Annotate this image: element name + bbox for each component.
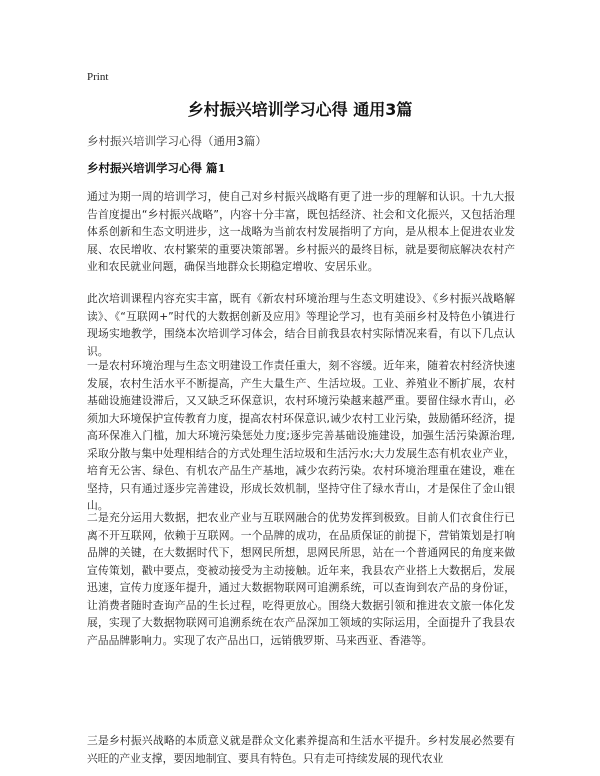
document-title: 乡村振兴培训学习心得 通用3篇 (187, 100, 413, 119)
paragraph-point-one: 一是农村环境治理与生态文明建设工作责任重大，刻不容缓。近年来，随着农村经济快速发展，农村生活水平不断提高，产生大量生产、生活垃圾。工业、养殖业不断扩展，农村基础设施建设滞后，又又缺乏环保意识，农村环境污染越来越严重。要留住绿水青山，必须加大环境保护宣传教育力度，提高农村环保意识,诫少农村工业污染，鼓励循环经济，提高环保准入门槛，加大环境污染惩处力度;逐步完善基础设施建设，加强生活污染源治理,采取分散与集中处理相结合的方式处理生活垃圾和生活污水;大力发展生态有机农业产业，培育无公害、绿色、有机农产品生产基地，减少农药污染。农村环境治理重在建设，难在坚持，只有通过逐步完善建设，形成长效机制，坚持守住了绿水青山，才是保住了金山银山。 (87, 359, 515, 512)
document-subtitle: 乡村振兴培训学习心得（通用3篇） (87, 134, 267, 148)
paragraph-point-two: 二是充分运用大数据，把农业产业与互联网融合的优势发挥到极致。目前人们衣食住行已离不开互联网，依赖于互联网。一个品牌的成功，在品质保证的前提下，营销策划是打响品牌的关键，在大数据时代下，想网民所想，思网民所思，站在一个普通网民的角度来做宣传策划，戳中要点，变被动接受为主动接触。近年来，我县农产业搭上大数据后，发展迅速，宣传力度逐年提升，通过大数据物联网可追溯系统，可以查询到农产品的身份证，让消费者随时查询产品的生长过程，吃得更放心。围绕大数据引领和推进农文旅一体化发展，实现了大数据物联网可追溯系统在农产品深加工领域的实际运用，全面提升了我县农产品品牌影响力。实现了农产品出口，远销俄罗斯、马来西亚、香港等。 (87, 511, 515, 647)
paragraph-point-three: 三是乡村振兴战略的本质意义就是群众文化素养提高和生活水平提升。乡村发展必然要有兴旺的产业支撑，要因地制宜、要具有特色。只有走可持续发展的现代农业 (87, 734, 515, 765)
paragraph-course-content: 此次培训课程内容充实丰富，既有《新农村环境治理与生态文明建设》、《乡村振兴战略解读》、《“互联网+”时代的大数据创新及应用》等理论学习，也有美丽乡村及特色小镇进行现场实地教学，围绕本次培训学习体会，结合目前我县农村实际情况来看，有以下几点认识。 (87, 292, 515, 358)
print-link[interactable]: Print (87, 71, 109, 83)
paragraph-intro: 通过为期一周的培训学习，使自己对乡村振兴战略有更了进一步的理解和认识。十九大报告首度提出“乡村振兴战略”，内容十分丰富，既包括经济、社会和文化振兴，又包括治理体系创新和生态文明进步，这一战略为当前农村发展指明了方向，是从根本上促进农业发展、农民增收、农村繁荣的重要决策部署。乡村振兴的最终目标，就是要彻底解决农村产业和农民就业问题，确保当地群众长期稳定增收、安居乐业。 (87, 190, 515, 273)
section-heading: 乡村振兴培训学习心得 篇1 (87, 161, 226, 175)
